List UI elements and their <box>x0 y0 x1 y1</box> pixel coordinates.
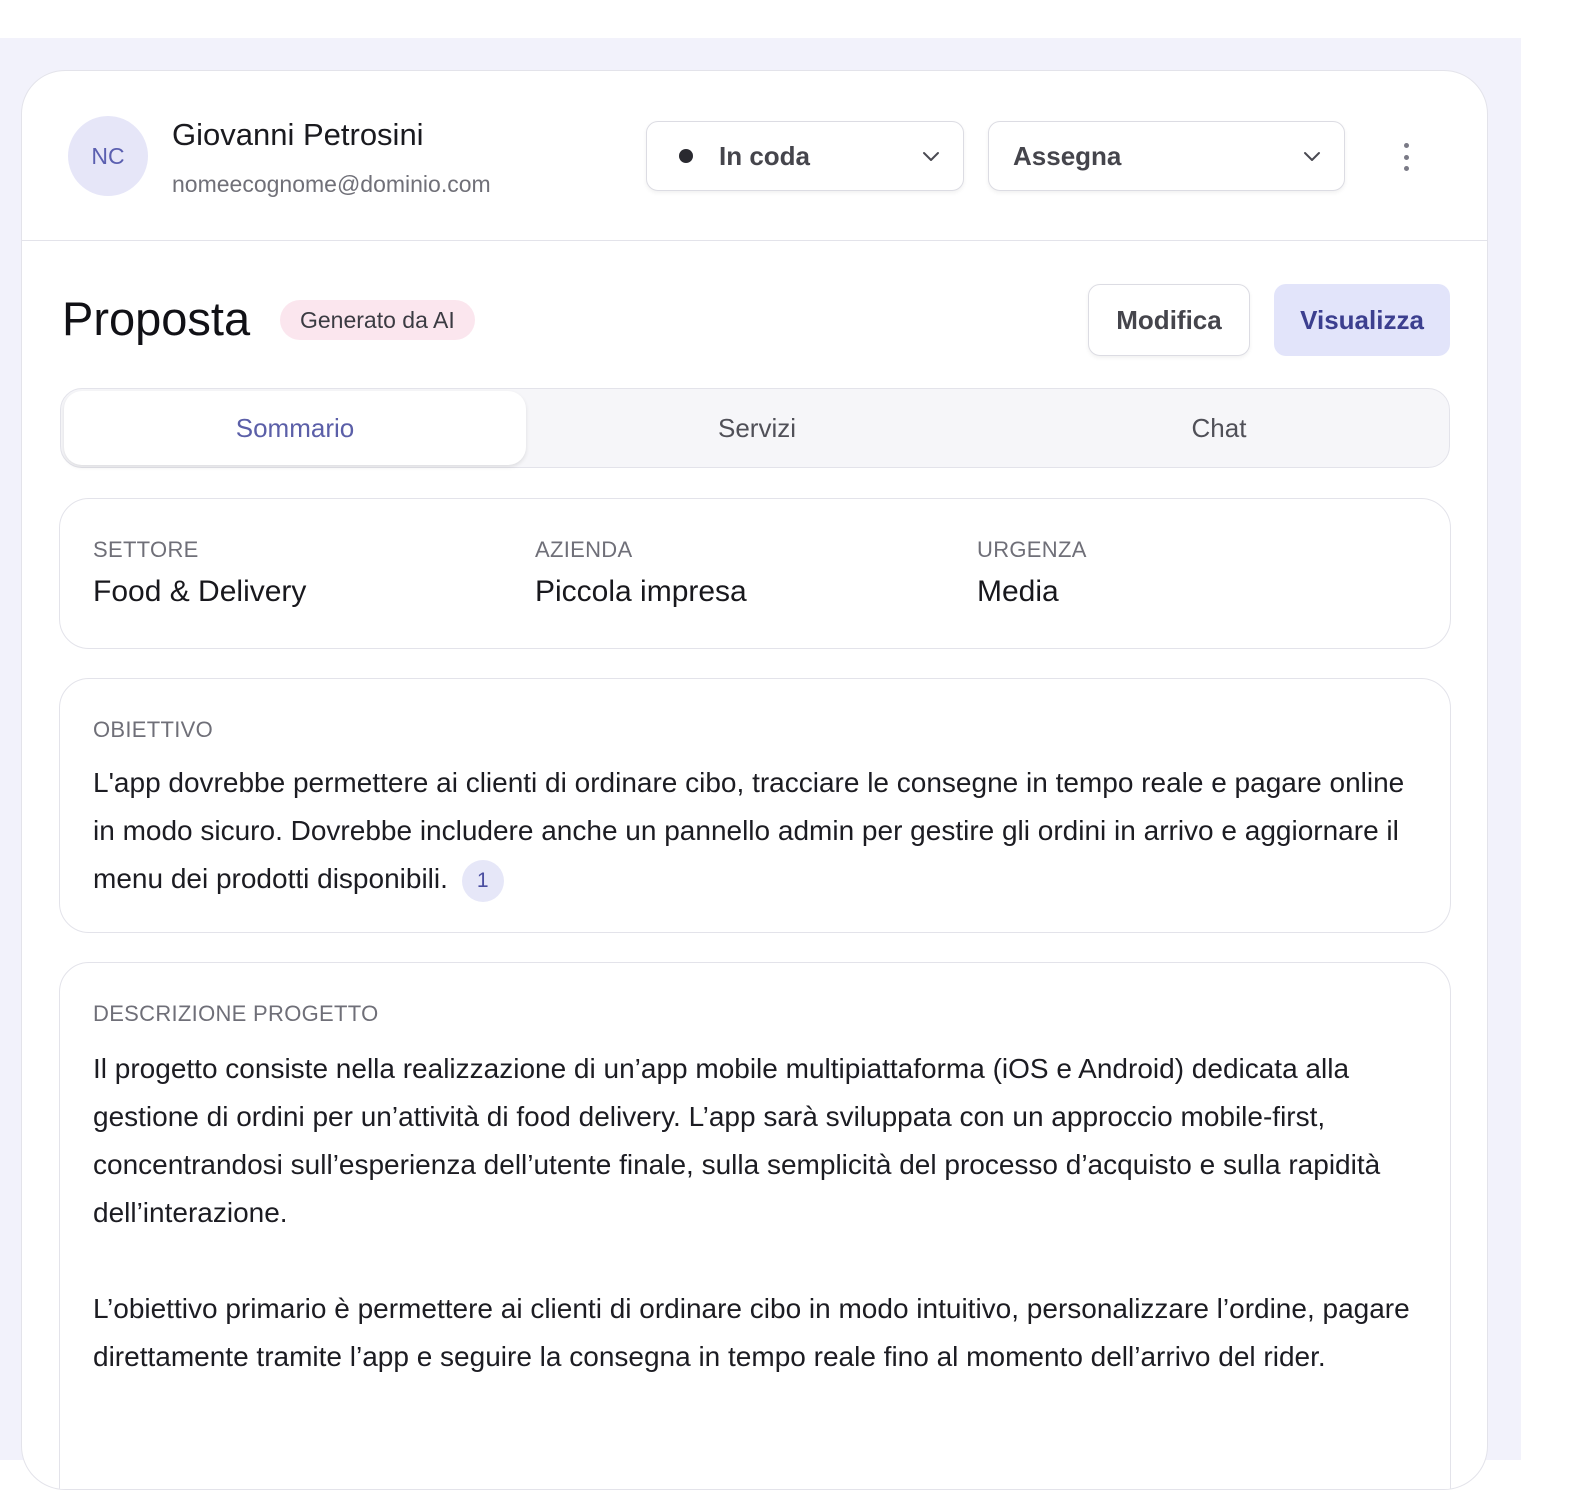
chevron-down-icon <box>921 146 941 166</box>
status-select[interactable] <box>646 121 964 191</box>
description-paragraph: L’obiettivo primario è permettere ai clienti di ordinare cibo in modo intuitivo, personalizzare l’ordine, pagare direttamente tramite l’app e seguire la consegna in tempo reale fino al momento dell’arrivo del rider. <box>93 1293 1410 1372</box>
tab-sommario[interactable]: Sommario <box>64 391 526 465</box>
avatar: NC <box>68 116 148 196</box>
citation-badge[interactable]: 1 <box>462 860 504 902</box>
goal-label: OBIETTIVO <box>93 717 214 742</box>
description-panel <box>59 962 1451 1490</box>
info-panel <box>59 498 1451 649</box>
company-field <box>535 537 747 609</box>
goal-text: L'app dovrebbe permettere ai clienti di ordinare cibo, tracciare le consegne in tempo reale e pagare online in modo sicuro. Dovrebbe includere anche un pannello admin per gestire gli ordini in arrivo e aggiornare il menu dei prodotti disponibili. <box>93 767 1405 894</box>
tab-chat[interactable]: Chat <box>1191 412 1247 443</box>
description-paragraph: Il progetto consiste nella realizzazione di un’app mobile multipiattaforma (iOS e Android) dedicata alla gestione di ordini per un’attività di food delivery. L’app sarà sviluppata con un approccio mobile-first, concentrandosi sull’esperienza dell’utente finale, sulla semplicità del processo d’acquisto e sulla rapidità dell’interazione. <box>93 1053 1381 1228</box>
assign-select-value: Assegna <box>1013 140 1122 171</box>
tab-servizi[interactable]: Servizi <box>717 412 796 443</box>
company-label: AZIENDA <box>535 537 633 562</box>
ai-generated-badge: Generato da AI <box>280 300 475 340</box>
status-select-value: In coda <box>719 140 811 171</box>
urgency-field <box>977 537 1087 609</box>
contact-header <box>22 71 1487 241</box>
more-options-icon[interactable] <box>1392 139 1420 175</box>
urgency-value: Media <box>977 575 1059 608</box>
status-dot-icon <box>679 149 693 163</box>
proposal-card <box>21 70 1488 1490</box>
goal-panel <box>59 678 1451 933</box>
assign-select[interactable] <box>988 121 1345 191</box>
goal-text-block <box>93 759 1433 903</box>
sector-value: Food & Delivery <box>93 575 307 608</box>
contact-name: Giovanni Petrosini <box>172 117 424 152</box>
edit-button[interactable]: Modifica <box>1088 284 1250 356</box>
sector-label: SETTORE <box>93 537 199 562</box>
view-button[interactable]: Visualizza <box>1274 284 1450 356</box>
page-title: Proposta <box>62 292 251 345</box>
urgency-label: URGENZA <box>977 537 1087 562</box>
sector-field <box>93 537 306 609</box>
description-label: DESCRIZIONE PROGETTO <box>93 1001 379 1026</box>
chevron-down-icon <box>1302 146 1322 166</box>
tab-bar <box>60 388 1450 468</box>
company-value: Piccola impresa <box>535 575 747 608</box>
contact-email[interactable]: nomeecognome@dominio.com <box>172 171 491 197</box>
description-text <box>93 1045 1433 1381</box>
